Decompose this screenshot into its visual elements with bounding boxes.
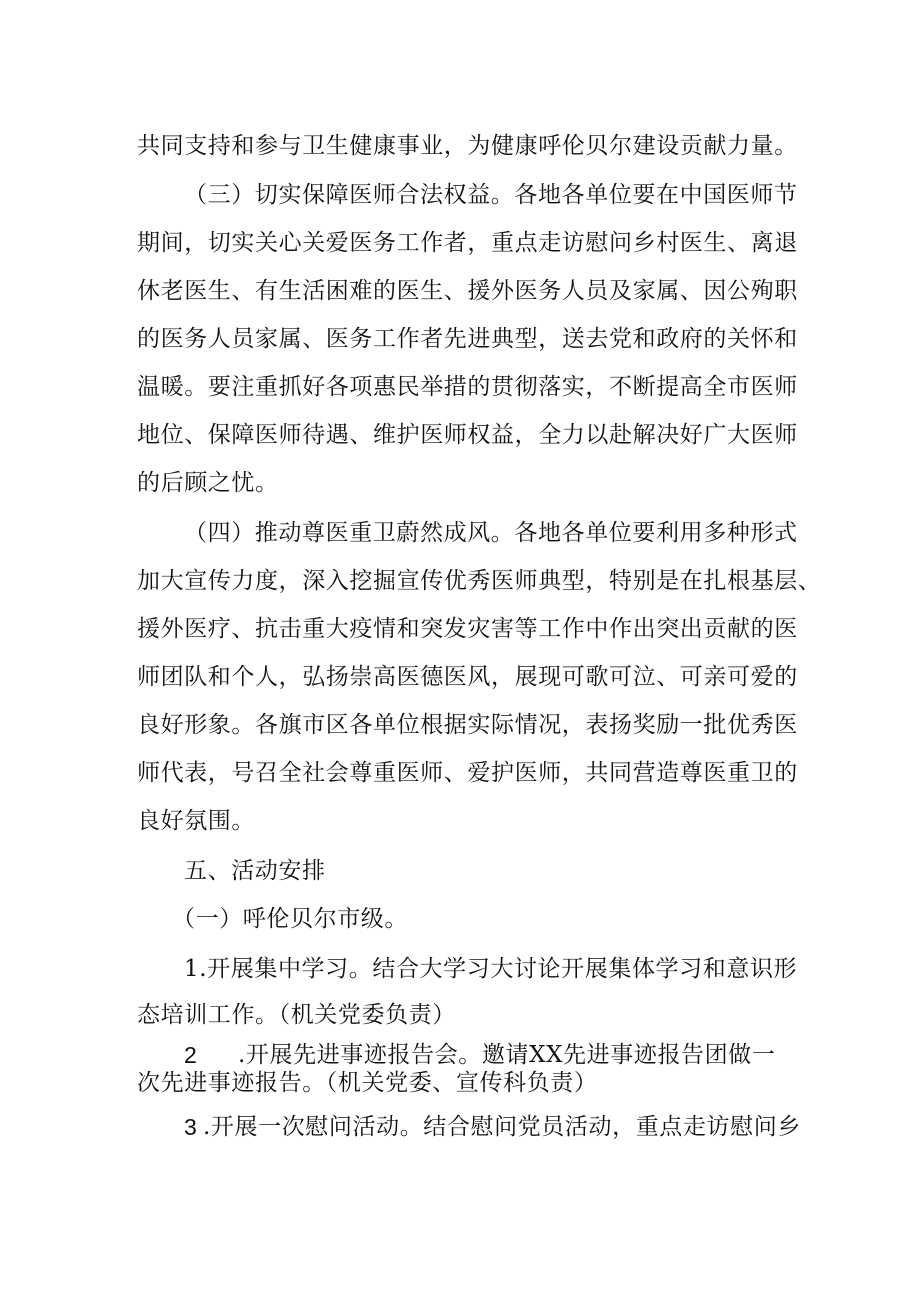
list-item-number: 2 — [184, 1042, 198, 1068]
section-heading: 五、活动安排 — [184, 858, 326, 884]
list-item-line: 次先进事迹报告。（机关党委、宣传科负责） — [137, 1070, 598, 1096]
paragraph-line: （四）推动尊医重卫蔚然成风。各地各单位要利用多种形式 — [184, 520, 798, 546]
paragraph-line: 援外医疗、抗击重大疫情和突发灾害等工作中作出突出贡献的医 — [137, 616, 798, 642]
paragraph-line: 师代表，号召全社会尊重医师、爱护医师，共同营造尊医重卫的 — [137, 760, 798, 786]
list-item-number: 3 — [184, 1114, 198, 1140]
paragraph-line: 期间，切实关心关爱医务工作者，重点走访慰问乡村医生、离退 — [137, 230, 798, 256]
paragraph-line: 加大宣传力度，深入挖掘宣传优秀医师典型，特别是在扎根基层、 — [137, 568, 822, 594]
paragraph-line: 良好氛围。 — [137, 808, 255, 834]
subsection-heading: （一）呼伦贝尔市级。 — [172, 906, 408, 932]
list-item-line: 1.开展集中学习。结合大学习大讨论开展集体学习和意识形 — [184, 956, 798, 982]
paragraph-line: 师团队和个人，弘扬崇高医德医风，展现可歌可泣、可亲可爱的 — [137, 664, 798, 690]
paragraph-line: 地位、保障医师待遇、维护医师权益，全力以赴解决好广大医师 — [137, 422, 798, 448]
list-item-line: .开展一次慰问活动。结合慰问党员活动，重点走访慰问乡 — [203, 1114, 801, 1140]
list-item-line: 态培训工作。（机关党委负责） — [137, 1002, 456, 1028]
paragraph-line: 共同支持和参与卫生健康事业，为健康呼伦贝尔建设贡献力量。 — [137, 133, 798, 159]
paragraph-line: 良好形象。各旗市区各单位根据实际情况，表扬奖励一批优秀医 — [137, 712, 798, 738]
paragraph-line: 休老医生、有生活困难的医生、援外医务人员及家属、因公殉职 — [137, 278, 798, 304]
paragraph-line: 的医务人员家属、医务工作者先进典型，送去党和政府的关怀和 — [137, 326, 798, 352]
paragraph-line: （三）切实保障医师合法权益。各地各单位要在中国医师节 — [184, 182, 798, 208]
paragraph-line: 温暖。要注重抓好各项惠民举措的贯彻落实，不断提高全市医师 — [137, 374, 798, 400]
paragraph-line: 的后顾之忧。 — [137, 470, 279, 496]
list-item-line: .开展先进事迹报告会。邀请XX先进事迹报告团做一 — [238, 1042, 776, 1068]
